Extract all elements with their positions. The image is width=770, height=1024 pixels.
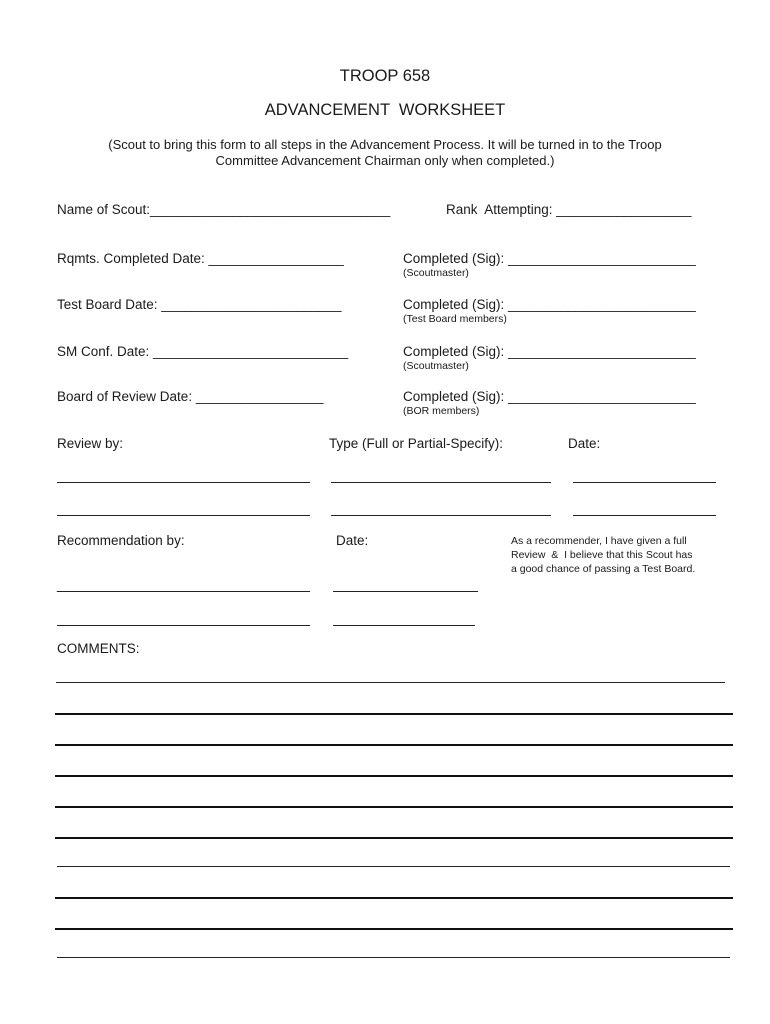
scout-name-field[interactable]: Name of Scout:________________________________	[57, 202, 391, 217]
rank-attempting-field[interactable]: Rank Attempting: __________________	[446, 202, 692, 217]
comment-line[interactable]	[55, 744, 733, 746]
recommender-statement-line-1: As a recommender, I have given a full	[511, 535, 687, 547]
comment-line[interactable]	[55, 837, 733, 839]
review-by-line-2[interactable]	[57, 515, 310, 516]
page-title: ADVANCEMENT WORKSHEET	[264, 101, 506, 119]
recommendation-by-line-1[interactable]	[57, 591, 310, 592]
recommendation-date-line-1[interactable]	[333, 591, 478, 592]
board-of-review-date-field[interactable]: Board of Review Date: _________________	[57, 389, 324, 404]
recommendation-by-label: Recommendation by:	[57, 533, 185, 548]
comment-line[interactable]	[55, 897, 733, 899]
comment-line[interactable]	[55, 775, 733, 777]
test-board-members-note: (Test Board members)	[403, 313, 507, 325]
recommendation-date-line-2[interactable]	[333, 625, 475, 626]
comment-line[interactable]	[55, 713, 733, 715]
recommendation-line-prefix: _	[57, 577, 65, 592]
sm-conf-date-field[interactable]: SM Conf. Date: __________________________	[57, 344, 349, 359]
review-type-line-1[interactable]	[331, 482, 551, 483]
comment-line[interactable]	[55, 928, 733, 930]
review-date-line-2[interactable]	[573, 515, 716, 516]
review-type-label: Type (Full or Partial-Specify):	[329, 436, 504, 451]
review-by-label: Review by:	[57, 436, 124, 451]
recommender-statement-line-3: a good chance of passing a Test Board.	[511, 563, 696, 575]
intro-line-1: (Scout to bring this form to all steps in the Advancement Process. It will be turned in to the Troop	[108, 137, 662, 152]
rqmts-completed-signature-field[interactable]: Completed (Sig): _________________________	[403, 251, 696, 266]
test-board-date-field[interactable]: Test Board Date: ________________________	[57, 297, 342, 312]
sm-conf-signature-field[interactable]: Completed (Sig): _________________________	[403, 344, 696, 359]
comment-line[interactable]	[56, 682, 725, 683]
rqmts-completed-date-field[interactable]: Rqmts. Completed Date: __________________	[57, 251, 344, 266]
recommender-statement-line-2: Review & I believe that this Scout has	[511, 549, 693, 561]
intro-line-2: Committee Advancement Chairman only when completed.)	[215, 153, 555, 168]
comments-label: COMMENTS:	[57, 641, 140, 656]
comment-line[interactable]	[57, 866, 730, 867]
scoutmaster-note: (Scoutmaster)	[403, 360, 469, 372]
review-date-label: Date:	[568, 436, 601, 451]
troop-heading: TROOP 658	[339, 67, 431, 85]
review-date-line-1[interactable]	[573, 482, 716, 483]
recommendation-by-line-2[interactable]	[57, 625, 310, 626]
comment-line[interactable]	[55, 806, 733, 808]
scoutmaster-note: (Scoutmaster)	[403, 267, 469, 279]
board-of-review-signature-field[interactable]: Completed (Sig): _________________________	[403, 389, 696, 404]
recommendation-date-label: Date:	[336, 533, 369, 548]
review-type-line-2[interactable]	[331, 515, 551, 516]
review-by-line-1[interactable]	[57, 482, 310, 483]
test-board-signature-field[interactable]: Completed (Sig): _________________________	[403, 297, 696, 312]
comment-line[interactable]	[57, 957, 730, 958]
bor-members-note: (BOR members)	[403, 405, 480, 417]
